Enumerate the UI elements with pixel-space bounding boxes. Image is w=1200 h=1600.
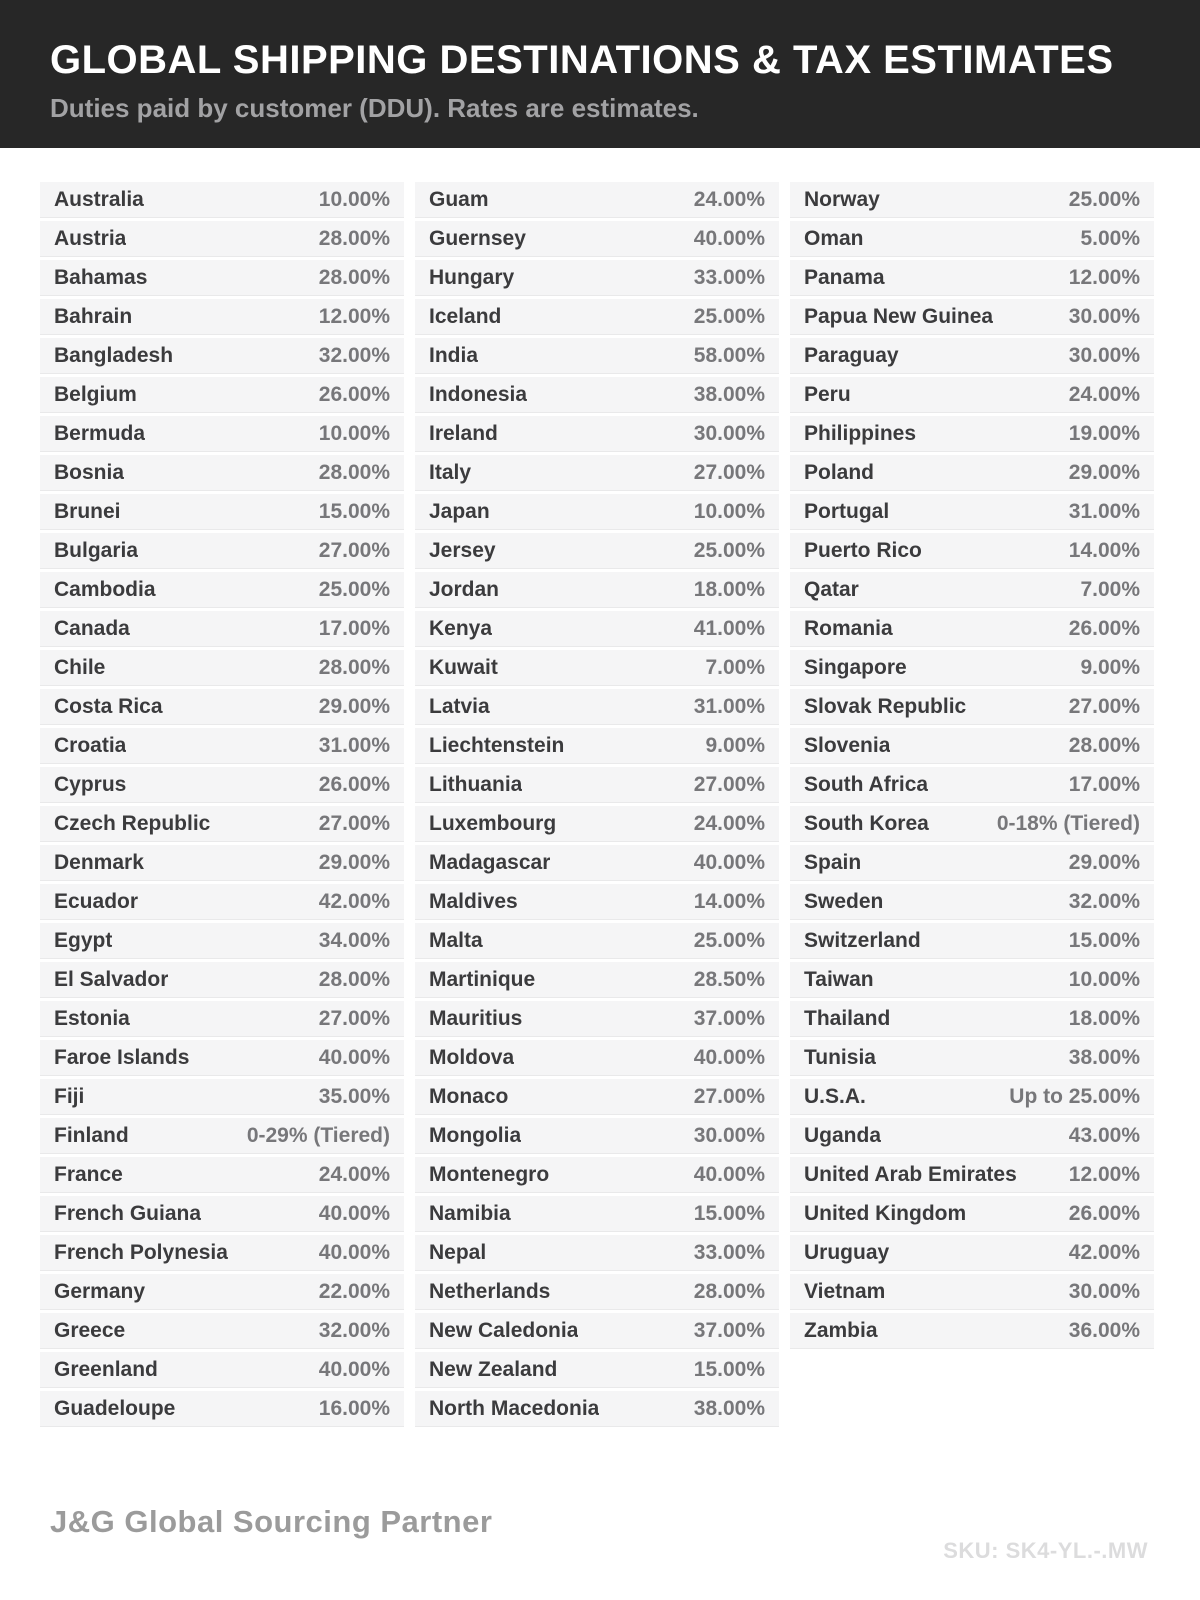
tax-rate: 24.00% [318, 1162, 390, 1186]
country-name: United Kingdom [804, 1201, 967, 1225]
tax-rate: 29.00% [318, 694, 390, 718]
tax-rate: 32.00% [1068, 889, 1140, 913]
tax-rate: 18.00% [693, 577, 765, 601]
country-name: Romania [804, 616, 893, 640]
table-row [40, 299, 404, 335]
country-name: Bermuda [54, 421, 146, 445]
country-name: Montenegro [429, 1162, 550, 1186]
country-name: Estonia [54, 1006, 130, 1030]
country-name: Zambia [804, 1318, 878, 1342]
tax-rate: 18.00% [1068, 1006, 1140, 1030]
tax-rate: 31.00% [693, 694, 765, 718]
table-row [40, 1196, 404, 1232]
country-name: Kenya [429, 616, 493, 640]
table-row [790, 572, 1154, 608]
tax-rate: 15.00% [693, 1357, 765, 1381]
tax-rate: 12.00% [1068, 265, 1140, 289]
table-row [40, 1118, 404, 1154]
tax-rate: 40.00% [693, 850, 765, 874]
table-row [415, 377, 779, 413]
table-row [40, 689, 404, 725]
tax-rate: 33.00% [693, 265, 765, 289]
country-name: Costa Rica [54, 694, 163, 718]
tax-column-2 [415, 182, 779, 1430]
country-name: Brunei [54, 499, 121, 523]
country-name: Peru [804, 382, 851, 406]
table-row [415, 767, 779, 803]
country-name: Moldova [429, 1045, 515, 1069]
country-name: Belgium [54, 382, 137, 406]
country-name: Madagascar [429, 850, 551, 874]
table-row [415, 689, 779, 725]
tax-rate: 35.00% [318, 1084, 390, 1108]
country-name: Jersey [429, 538, 496, 562]
tax-rate: 37.00% [693, 1318, 765, 1342]
tax-rate: 27.00% [693, 772, 765, 796]
tax-rate: 17.00% [1068, 772, 1140, 796]
tax-rate: 10.00% [318, 421, 390, 445]
country-name: El Salvador [54, 967, 169, 991]
country-name: Latvia [429, 694, 490, 718]
tax-rate: 24.00% [693, 811, 765, 835]
country-name: Philippines [804, 421, 917, 445]
tax-rate: 12.00% [1068, 1162, 1140, 1186]
country-name: Chile [54, 655, 106, 679]
tax-rate: 28.50% [693, 967, 765, 991]
country-name: Malta [429, 928, 483, 952]
country-name: Italy [429, 460, 472, 484]
tax-rate: 30.00% [1068, 343, 1140, 367]
tax-rate: 14.00% [1068, 538, 1140, 562]
tax-rate: 38.00% [693, 1396, 765, 1420]
table-row [790, 767, 1154, 803]
table-row [40, 455, 404, 491]
country-name: Guam [429, 187, 489, 211]
tax-rate: 25.00% [693, 304, 765, 328]
table-row [415, 1001, 779, 1037]
tax-rate: 33.00% [693, 1240, 765, 1264]
tax-rate: 12.00% [318, 304, 390, 328]
table-row [40, 1313, 404, 1349]
tax-rate: 38.00% [1068, 1045, 1140, 1069]
tax-rate: 28.00% [318, 265, 390, 289]
country-name: Sweden [804, 889, 884, 913]
country-name: Bahrain [54, 304, 133, 328]
tax-rate: 0-18% (Tiered) [996, 811, 1140, 835]
table-row [790, 1079, 1154, 1115]
table-row [415, 1157, 779, 1193]
table-row [790, 1313, 1154, 1349]
country-name: Indonesia [429, 382, 528, 406]
tax-rate: 40.00% [693, 1162, 765, 1186]
tax-rate: 10.00% [693, 499, 765, 523]
tax-rate: 31.00% [318, 733, 390, 757]
tax-column-3 [790, 182, 1154, 1352]
tax-rate: 40.00% [318, 1045, 390, 1069]
table-row [790, 221, 1154, 257]
tax-rate: 26.00% [1068, 1201, 1140, 1225]
tax-rate: 28.00% [318, 655, 390, 679]
table-row [790, 611, 1154, 647]
table-row [40, 182, 404, 218]
country-name: Paraguay [804, 343, 899, 367]
table-row [415, 650, 779, 686]
country-name: Netherlands [429, 1279, 551, 1303]
country-name: Guernsey [429, 226, 526, 250]
table-row [790, 533, 1154, 569]
table-row [40, 845, 404, 881]
country-name: India [429, 343, 479, 367]
table-row [790, 650, 1154, 686]
tax-rate: 32.00% [318, 343, 390, 367]
country-name: South Africa [804, 772, 929, 796]
tax-rate: 26.00% [318, 772, 390, 796]
table-row [40, 416, 404, 452]
table-row [790, 1157, 1154, 1193]
page-title: GLOBAL SHIPPING DESTINATIONS & TAX ESTIMATES [50, 38, 1114, 82]
country-name: Spain [804, 850, 862, 874]
table-row [40, 884, 404, 920]
tax-rate: 38.00% [693, 382, 765, 406]
table-row [415, 923, 779, 959]
table-row [415, 416, 779, 452]
tax-rate: 7.00% [705, 655, 765, 679]
country-name: Greenland [54, 1357, 158, 1381]
table-row [790, 689, 1154, 725]
tax-rate: 42.00% [1068, 1240, 1140, 1264]
country-name: Switzerland [804, 928, 921, 952]
tax-rate: 10.00% [1068, 967, 1140, 991]
table-row [415, 845, 779, 881]
tax-rate: 10.00% [318, 187, 390, 211]
tax-rate: 28.00% [318, 226, 390, 250]
country-name: Bulgaria [54, 538, 139, 562]
table-row [790, 845, 1154, 881]
country-name: Slovenia [804, 733, 891, 757]
table-row [415, 1274, 779, 1310]
tax-rate: 40.00% [318, 1201, 390, 1225]
table-row [415, 338, 779, 374]
country-name: Japan [429, 499, 490, 523]
table-row [790, 377, 1154, 413]
country-name: Qatar [804, 577, 859, 601]
tax-rate: 19.00% [1068, 421, 1140, 445]
table-row [790, 728, 1154, 764]
table-row [40, 377, 404, 413]
country-name: Norway [804, 187, 880, 211]
table-row [415, 299, 779, 335]
country-name: Namibia [429, 1201, 511, 1225]
tax-table [0, 148, 1200, 1430]
country-name: Greece [54, 1318, 126, 1342]
country-name: Ireland [429, 421, 498, 445]
table-row [415, 1352, 779, 1388]
tax-rate: 15.00% [318, 499, 390, 523]
country-name: Papua New Guinea [804, 304, 994, 328]
tax-rate: 27.00% [693, 1084, 765, 1108]
table-row [790, 1274, 1154, 1310]
country-name: Thailand [804, 1006, 891, 1030]
country-name: Puerto Rico [804, 538, 922, 562]
tax-rate: 9.00% [1080, 655, 1140, 679]
tax-rate: 5.00% [1080, 226, 1140, 250]
page-header [0, 0, 1200, 148]
tax-table-columns [40, 182, 1154, 1430]
tax-column-1 [40, 182, 404, 1430]
tax-rate: 9.00% [705, 733, 765, 757]
tax-rate: 28.00% [318, 460, 390, 484]
country-name: Canada [54, 616, 130, 640]
tax-rate: 30.00% [1068, 1279, 1140, 1303]
table-row [40, 1391, 404, 1427]
country-name: Nepal [429, 1240, 487, 1264]
tax-rate: 25.00% [693, 928, 765, 952]
table-row [415, 1235, 779, 1271]
country-name: Mauritius [429, 1006, 523, 1030]
country-name: Monaco [429, 1084, 509, 1108]
table-row [40, 572, 404, 608]
table-row [40, 962, 404, 998]
tax-rate: 42.00% [318, 889, 390, 913]
table-row [40, 533, 404, 569]
country-name: South Korea [804, 811, 929, 835]
table-row [415, 611, 779, 647]
table-row [790, 260, 1154, 296]
table-row [415, 494, 779, 530]
table-row [790, 1196, 1154, 1232]
tax-rate: 37.00% [693, 1006, 765, 1030]
table-row [40, 806, 404, 842]
table-row [790, 806, 1154, 842]
country-name: United Arab Emirates [804, 1162, 1017, 1186]
tax-rate: 40.00% [318, 1240, 390, 1264]
table-row [40, 650, 404, 686]
tax-rate: 27.00% [318, 1006, 390, 1030]
country-name: Kuwait [429, 655, 498, 679]
country-name: Egypt [54, 928, 113, 952]
table-row [790, 182, 1154, 218]
country-name: Guadeloupe [54, 1396, 176, 1420]
country-name: Taiwan [804, 967, 874, 991]
table-row [415, 728, 779, 764]
tax-rate: 25.00% [1068, 187, 1140, 211]
table-row [790, 338, 1154, 374]
country-name: Singapore [804, 655, 907, 679]
table-row [790, 962, 1154, 998]
country-name: Czech Republic [54, 811, 211, 835]
tax-rate: 17.00% [318, 616, 390, 640]
country-name: Oman [804, 226, 864, 250]
table-row [40, 923, 404, 959]
table-row [415, 884, 779, 920]
country-name: Bahamas [54, 265, 148, 289]
footer-sku: SKU: SK4-YL.-.MW [943, 1538, 1148, 1563]
tax-rate: 32.00% [318, 1318, 390, 1342]
table-row [40, 221, 404, 257]
table-row [415, 572, 779, 608]
country-name: France [54, 1162, 123, 1186]
country-name: Portugal [804, 499, 890, 523]
tax-rate: 34.00% [318, 928, 390, 952]
country-name: Ecuador [54, 889, 139, 913]
country-name: Finland [54, 1123, 129, 1147]
country-name: New Zealand [429, 1357, 558, 1381]
country-name: Poland [804, 460, 875, 484]
country-name: New Caledonia [429, 1318, 579, 1342]
table-row [415, 1040, 779, 1076]
tax-rate: 26.00% [1068, 616, 1140, 640]
country-name: Denmark [54, 850, 144, 874]
table-row [790, 299, 1154, 335]
table-row [790, 923, 1154, 959]
tax-rate: 30.00% [1068, 304, 1140, 328]
table-row [415, 1079, 779, 1115]
table-row [415, 455, 779, 491]
table-row [40, 1235, 404, 1271]
country-name: Uruguay [804, 1240, 890, 1264]
footer-brand: J&G Global Sourcing Partner [50, 1504, 493, 1539]
country-name: Mongolia [429, 1123, 522, 1147]
country-name: Austria [54, 226, 127, 250]
tax-rate: 36.00% [1068, 1318, 1140, 1342]
tax-rate: 22.00% [318, 1279, 390, 1303]
tax-rate: Up to 25.00% [1009, 1084, 1140, 1108]
country-name: Lithuania [429, 772, 523, 796]
country-name: Cyprus [54, 772, 127, 796]
page-subtitle: Duties paid by customer (DDU). Rates are estimates. [50, 93, 699, 123]
table-row [415, 806, 779, 842]
country-name: Martinique [429, 967, 536, 991]
table-row [790, 416, 1154, 452]
table-row [415, 260, 779, 296]
tax-rate: 40.00% [693, 226, 765, 250]
country-name: Panama [804, 265, 885, 289]
country-name: Vietnam [804, 1279, 886, 1303]
table-row [415, 182, 779, 218]
tax-rate: 27.00% [693, 460, 765, 484]
tax-rate: 16.00% [318, 1396, 390, 1420]
tax-rate: 27.00% [318, 811, 390, 835]
country-name: Cambodia [54, 577, 156, 601]
tax-rate: 25.00% [318, 577, 390, 601]
country-name: Germany [54, 1279, 146, 1303]
country-name: Croatia [54, 733, 127, 757]
table-row [40, 260, 404, 296]
tax-rate: 7.00% [1080, 577, 1140, 601]
tax-rate: 25.00% [693, 538, 765, 562]
tax-rate: 27.00% [1068, 694, 1140, 718]
country-name: French Guiana [54, 1201, 202, 1225]
tax-rate: 29.00% [318, 850, 390, 874]
tax-rate: 28.00% [693, 1279, 765, 1303]
country-name: Tunisia [804, 1045, 876, 1069]
table-row [40, 338, 404, 374]
table-row [790, 455, 1154, 491]
tax-rate: 30.00% [693, 421, 765, 445]
table-row [415, 1118, 779, 1154]
table-row [40, 1157, 404, 1193]
table-row [40, 1274, 404, 1310]
tax-rate: 40.00% [693, 1045, 765, 1069]
table-row [40, 1079, 404, 1115]
country-name: U.S.A. [804, 1084, 866, 1108]
table-row [40, 611, 404, 647]
tax-rate: 14.00% [693, 889, 765, 913]
country-name: Iceland [429, 304, 502, 328]
tax-rate: 29.00% [1068, 850, 1140, 874]
country-name: Bosnia [54, 460, 125, 484]
table-row [40, 767, 404, 803]
tax-rate: 29.00% [1068, 460, 1140, 484]
table-row [790, 884, 1154, 920]
country-name: Slovak Republic [804, 694, 967, 718]
country-name: Liechtenstein [429, 733, 565, 757]
tax-rate: 28.00% [1068, 733, 1140, 757]
tax-rate: 26.00% [318, 382, 390, 406]
table-row [40, 1040, 404, 1076]
country-name: Faroe Islands [54, 1045, 190, 1069]
tax-rate: 27.00% [318, 538, 390, 562]
tax-rate: 40.00% [318, 1357, 390, 1381]
table-row [790, 1001, 1154, 1037]
table-row [40, 1352, 404, 1388]
country-name: Hungary [429, 265, 515, 289]
table-row [790, 1235, 1154, 1271]
table-row [415, 533, 779, 569]
tax-rate: 41.00% [693, 616, 765, 640]
country-name: Uganda [804, 1123, 882, 1147]
tax-rate: 24.00% [1068, 382, 1140, 406]
country-name: North Macedonia [429, 1396, 600, 1420]
table-row [790, 1118, 1154, 1154]
tax-rate: 15.00% [693, 1201, 765, 1225]
table-row [415, 1391, 779, 1427]
country-name: Jordan [429, 577, 500, 601]
table-row [415, 962, 779, 998]
table-row [790, 1040, 1154, 1076]
table-row [415, 221, 779, 257]
country-name: Australia [54, 187, 144, 211]
table-row [40, 1001, 404, 1037]
table-row [40, 494, 404, 530]
tax-rate: 0-29% (Tiered) [246, 1123, 390, 1147]
tax-rate: 15.00% [1068, 928, 1140, 952]
tax-rate: 31.00% [1068, 499, 1140, 523]
country-name: Fiji [54, 1084, 85, 1108]
tax-rate: 24.00% [693, 187, 765, 211]
country-name: Luxembourg [429, 811, 557, 835]
country-name: French Polynesia [54, 1240, 228, 1264]
table-row [415, 1313, 779, 1349]
tax-rate: 58.00% [693, 343, 765, 367]
table-row [415, 1196, 779, 1232]
tax-rate: 43.00% [1068, 1123, 1140, 1147]
table-row [40, 728, 404, 764]
country-name: Bangladesh [54, 343, 174, 367]
country-name: Maldives [429, 889, 518, 913]
tax-rate: 30.00% [693, 1123, 765, 1147]
tax-rate: 28.00% [318, 967, 390, 991]
table-row [790, 494, 1154, 530]
